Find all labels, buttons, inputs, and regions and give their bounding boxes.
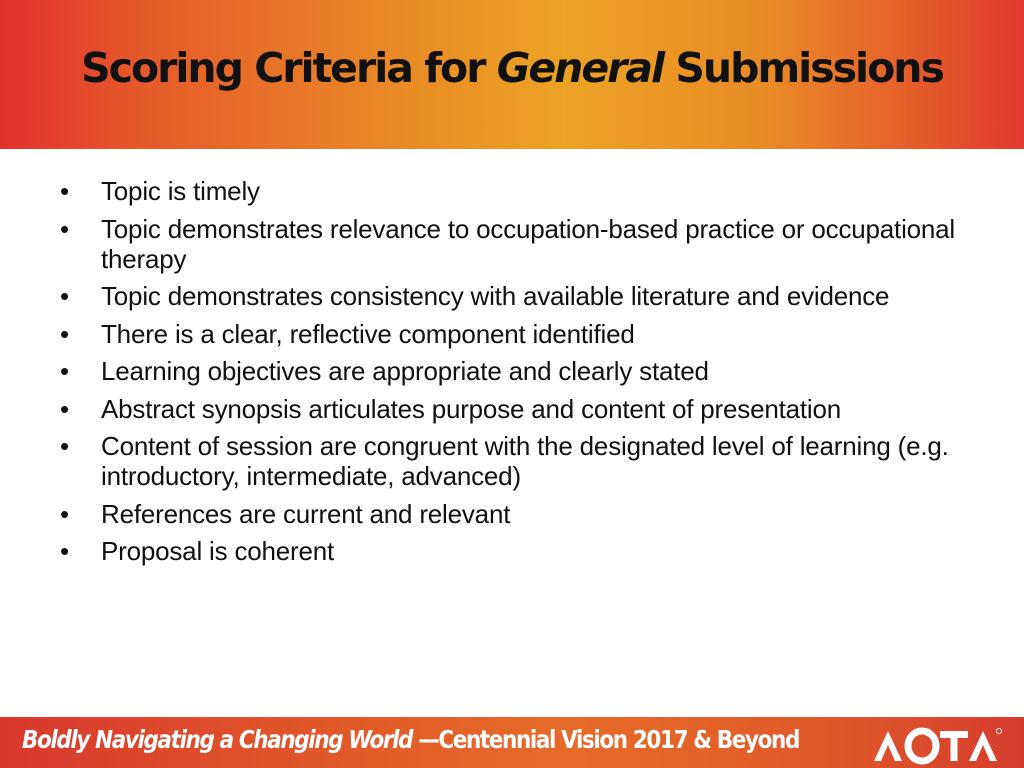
bullet-icon: • [60, 393, 69, 424]
footer-tagline [22, 725, 799, 754]
criteria-text: Topic demonstrates relevance to occupation-based practice or occupational therapy [101, 213, 956, 274]
criteria-text: Topic demonstrates consistency with available literature and evidence [101, 281, 890, 311]
bullet-icon: • [60, 431, 69, 461]
bullet-icon: • [60, 356, 69, 386]
criteria-text: Abstract synopsis articulates purpose and content of presentation [101, 393, 841, 424]
criteria-item [56, 536, 986, 566]
criteria-list [56, 176, 986, 574]
title-banner [0, 0, 1024, 149]
criteria-item [56, 176, 986, 206]
criteria-text: Content of session are congruent with the designated level of learning (e.g. introductory, intermediate, advanced) [101, 431, 949, 491]
criteria-text: References are current and relevant [101, 498, 511, 529]
bullet-icon: • [60, 176, 69, 206]
bullet-icon: • [60, 213, 69, 244]
footer-tagline-upright: —Centennial Vision 2017 & Beyond [418, 725, 799, 754]
bullet-icon: • [60, 318, 69, 349]
slide-title [0, 44, 1024, 93]
aota-logo [872, 725, 1002, 765]
criteria-text: Learning objectives are appropriate and clearly stated [101, 356, 709, 386]
criteria-item [56, 214, 986, 274]
criteria-item [56, 394, 986, 424]
criteria-item [56, 499, 986, 529]
criteria-item [56, 431, 986, 491]
criteria-text: There is a clear, reflective component identified [101, 318, 635, 349]
criteria-item [56, 319, 986, 349]
criteria-text: Proposal is coherent [101, 536, 335, 566]
criteria-text: Topic is timely [101, 176, 260, 206]
slide-title-emphasis: General [496, 44, 664, 92]
criteria-item [56, 356, 986, 386]
bullet-icon: • [60, 536, 69, 566]
slide-title-part2: Submissions [663, 44, 943, 92]
bullet-icon: • [60, 281, 69, 311]
criteria-item [56, 281, 986, 311]
bullet-icon: • [60, 498, 69, 529]
footer-banner [0, 717, 1024, 768]
footer-tagline-italic: Boldly Navigating a Changing World [22, 725, 419, 754]
slide-title-part1: Scoring Criteria for [81, 44, 497, 92]
